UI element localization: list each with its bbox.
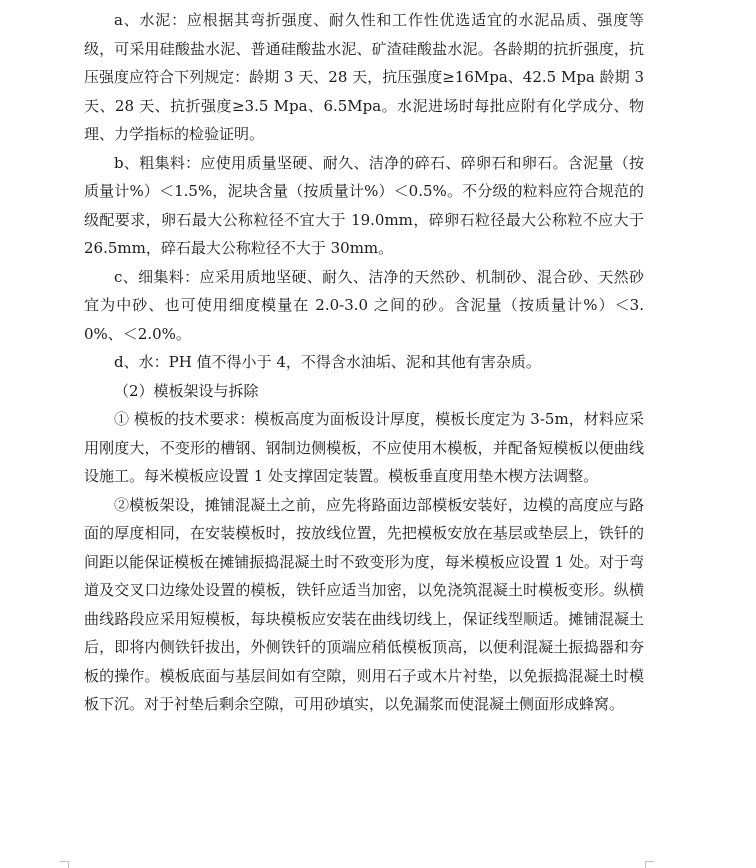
section-heading: （2）模板架设与拆除: [114, 381, 259, 400]
document-body: [84, 6, 644, 719]
paragraph-formwork-erection: ②模板架设，摊铺混凝土之前，应先将路面边部模板安装好，边模的高度应与路面的厚度相同，在安装模板时，按放线位置，先把模板安放在基层或垫层上，铁钎的间距以能保证模板在摊铺振捣混凝土时不致变形为度，每米模板应设置 1 处。对于弯道及交叉口边缘处设置的模板，铁钎应适当加密，以免浇筑混凝土时模板变形。纵横曲线路段应采用短模板，每块模板应安装在曲线切线上，保证线型顺适。摊铺混凝土后，即将内侧铁钎拔出，外侧铁钎的顶端应稍低模板顶高，以便利混凝土振捣器和夯板的操作。模板底面与基层间如有空隙，则用石子或木片衬垫，以免振捣混凝土时模板下沉。对于衬垫后剩余空隙，可用砂填实，以免漏浆而使混凝土侧面形成蜂窝。: [84, 495, 644, 713]
page-corner-mark-left: [60, 861, 69, 868]
paragraph-formwork-requirements: ① 模板的技术要求：模板高度为面板设计厚度，模板长度定为 3-5m，材料应采用刚度大，不变形的槽钢、钢制边侧模板，不应使用木模板，并配备短模板以便曲线设施工。每米模板应设置 1 处支撑固定装置。模板垂直度用垫木楔方法调整。: [84, 410, 644, 485]
paragraph-cement: a、水泥：应根据其弯折强度、耐久性和工作性优选适宜的水泥品质、强度等级，可采用硅酸盐水泥、普通硅酸盐水泥、矿渣硅酸盐水泥。各龄期的抗折强度，抗压强度应符合下列规定：龄期 3 天、28 天，抗压强度≥16Mpa、42.5 Mpa 龄期 3 天、28 天、抗折强度≥3.5 Mpa、6.5Mpa。水泥进场时每批应附有化学成分、物理、力学指标的检验证明。: [84, 11, 644, 143]
paragraph-coarse-aggregate: b、粗集料：应使用质量坚硬、耐久、洁净的碎石、碎卵石和卵石。含泥量（按质量计%）＜1.5%，泥块含量（按质量计%）＜0.5%。不分级的粒料应符合规范的级配要求，卵石最大公称粒径不宜大于 19.0mm，碎卵石粒径最大公称粒不应大于 26.5mm，碎石最大公称粒径不大于 30mm。: [84, 153, 644, 257]
paragraph-water: d、水：PH 值不得小于 4，不得含水油垢、泥和其他有害杂质。: [114, 353, 541, 371]
page-corner-mark-right: [645, 861, 654, 868]
paragraph-fine-aggregate: c、细集料：应采用质地坚硬、耐久、洁净的天然砂、机制砂、混合砂、天然砂宜为中砂、也可使用细度模量在 2.0-3.0 之间的砂。含泥量（按质量计%）＜3.0%、＜2.0%。: [84, 267, 644, 343]
